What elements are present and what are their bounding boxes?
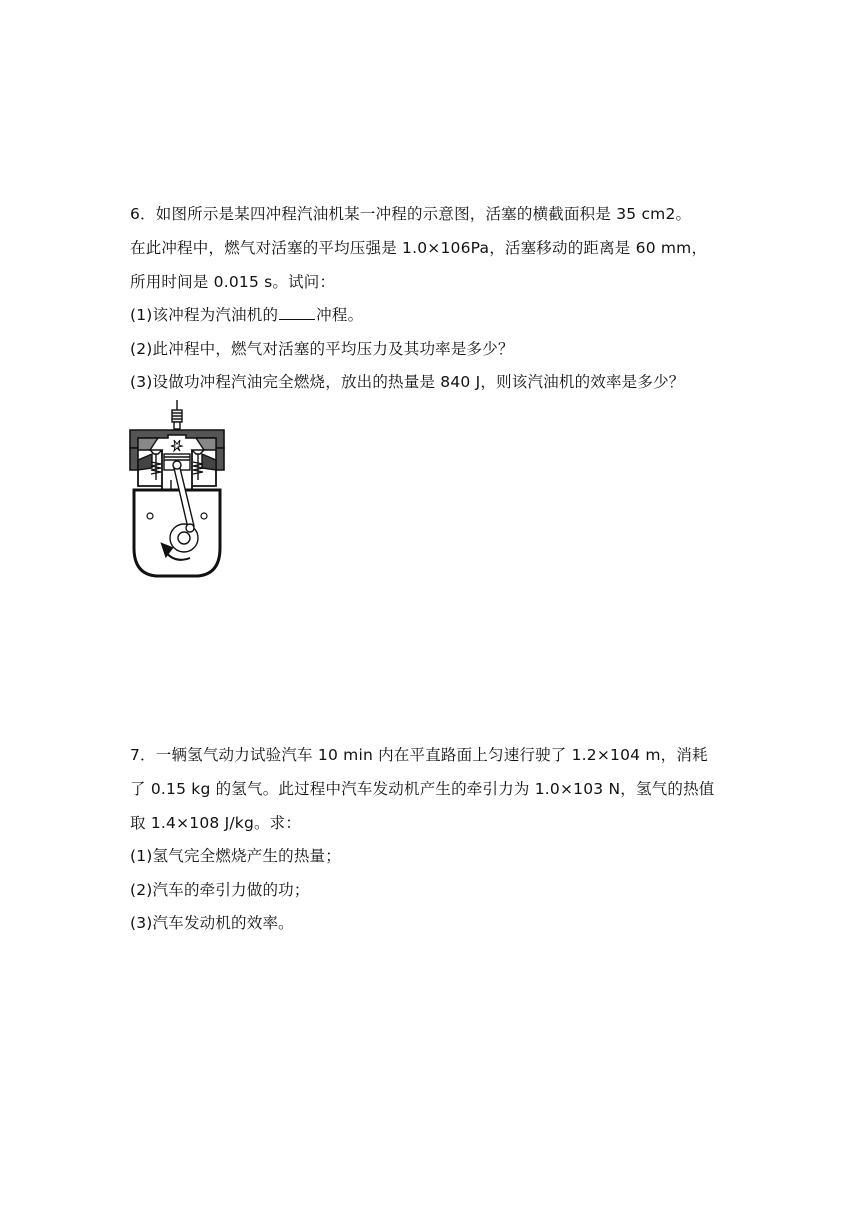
q6-subquestion-3: (3)设做功冲程汽油完全燃烧，放出的热量是 840 J，则该汽油机的效率是多少？ — [130, 373, 685, 391]
q7-subquestion-2: (2)汽车的牵引力做的功； — [130, 881, 310, 899]
q7-line-1: 7．一辆氢气动力试验汽车 10 min 内在平直路面上匀速行驶了 1.2×104 m，消耗 — [130, 746, 708, 764]
q6-line-1: 6．如图所示是某四冲程汽油机某一冲程的示意图，活塞的横截面积是 35 cm2。 — [130, 205, 692, 223]
q7-subquestion-3: (3)汽车发动机的效率。 — [130, 914, 294, 932]
spark-plug — [172, 400, 182, 429]
q6-subquestion-2: (2)此冲程中，燃气对活塞的平均压力及其功率是多少？ — [130, 340, 514, 358]
answer-blank — [279, 305, 315, 320]
q6-sub1-text-before: (1)该冲程为汽油机的 — [130, 306, 279, 324]
crankshaft — [170, 524, 198, 552]
q6-line-3: 所用时间是 0.015 s。试问： — [130, 273, 336, 291]
spark-icon — [171, 440, 182, 451]
q6-subquestion-1 — [130, 305, 363, 325]
q7-line-2: 了 0.15 kg 的氢气。此过程中汽车发动机产生的牵引力为 1.0×103 N，氢气的热值 — [130, 780, 715, 798]
q7-line-3: 取 1.4×108 J/kg。求： — [130, 814, 302, 832]
q7-subquestion-1: (1)氢气完全燃烧产生的热量； — [130, 847, 341, 865]
q6-sub1-text-after: 冲程。 — [316, 306, 364, 324]
q6-line-2: 在此冲程中，燃气对活塞的平均压强是 1.0×106Pa，活塞移动的距离是 60 mm， — [130, 239, 708, 257]
engine-stroke-diagram — [128, 398, 228, 578]
